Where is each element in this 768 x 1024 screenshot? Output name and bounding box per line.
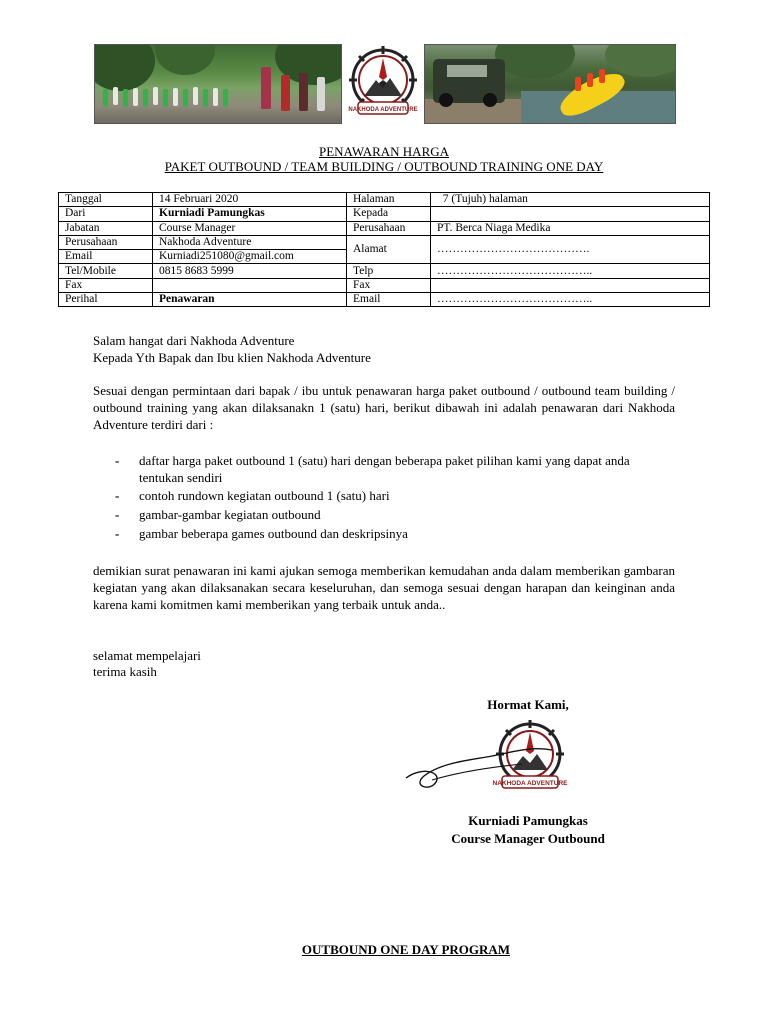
document-title: PENAWARAN HARGA bbox=[318, 144, 450, 159]
value-jabatan: Course Manager bbox=[153, 221, 347, 235]
offer-info-table bbox=[58, 192, 710, 307]
bullet-dash: - bbox=[115, 507, 120, 522]
stamp-caption: NAKHODA ADVENTURE bbox=[492, 780, 568, 787]
label-kepada: Kepada bbox=[347, 207, 431, 221]
value-email-client: ………………………………….. bbox=[431, 293, 710, 307]
table-row bbox=[59, 278, 710, 292]
value-kepada bbox=[431, 207, 710, 221]
label-fax: Fax bbox=[59, 278, 153, 292]
list-item bbox=[115, 505, 675, 524]
label-jabatan: Jabatan bbox=[59, 221, 153, 235]
list-item-text: gambar beberapa games outbound dan deskripsinya bbox=[139, 526, 408, 541]
signatory-name: Kurniadi Pamungkas bbox=[468, 813, 588, 828]
table-row bbox=[59, 235, 710, 249]
greeting-line-2: Kepada Yth Bapak dan Ibu klien Nakhoda Adventure bbox=[93, 350, 371, 365]
label-perihal: Perihal bbox=[59, 293, 153, 307]
label-perusahaan-client: Perusahaan bbox=[347, 221, 431, 235]
signatory-position: Course Manager Outbound bbox=[451, 831, 605, 846]
value-telp: ………………………………….. bbox=[431, 264, 710, 278]
header-photo-offroad-rafting bbox=[424, 44, 676, 124]
value-fax-client bbox=[431, 278, 710, 292]
bullet-dash: - bbox=[115, 453, 120, 468]
label-alamat: Alamat bbox=[347, 235, 431, 264]
label-tanggal: Tanggal bbox=[59, 193, 153, 207]
label-tel-mobile: Tel/Mobile bbox=[59, 264, 153, 278]
value-perusahaan-client: PT. Berca Niaga Medika bbox=[431, 221, 710, 235]
list-item-text: daftar harga paket outbound 1 (satu) hari dengan beberapa paket pilihan kami yang dapat anda tentukan sendiri bbox=[139, 453, 630, 485]
bullet-dash: - bbox=[115, 488, 120, 503]
value-halaman: 7 (Tujuh) halaman bbox=[431, 193, 710, 207]
value-dari: Kurniadi Pamungkas bbox=[153, 207, 347, 221]
value-tanggal: 14 Februari 2020 bbox=[153, 193, 347, 207]
value-fax bbox=[153, 278, 347, 292]
bullet-dash: - bbox=[115, 526, 120, 541]
farewell-line-1: selamat mempelajari bbox=[93, 648, 201, 663]
list-item bbox=[115, 451, 675, 486]
value-email: Kurniadi251080@gmail.com bbox=[153, 250, 347, 264]
label-halaman: Halaman bbox=[347, 193, 431, 207]
offer-contents-list bbox=[115, 451, 675, 543]
logo-caption: NAKHODA ADVENTURE bbox=[348, 107, 418, 113]
signature-stamp bbox=[402, 716, 592, 806]
table-row bbox=[59, 221, 710, 235]
greeting-line-1: Salam hangat dari Nakhoda Adventure bbox=[93, 333, 295, 348]
table-row bbox=[59, 293, 710, 307]
label-email-client: Email bbox=[347, 293, 431, 307]
value-perusahaan: Nakhoda Adventure bbox=[153, 235, 347, 249]
label-telp: Telp bbox=[347, 264, 431, 278]
label-email: Email bbox=[59, 250, 153, 264]
nakhoda-adventure-logo bbox=[344, 44, 422, 122]
label-perusahaan: Perusahaan bbox=[59, 235, 153, 249]
list-item bbox=[115, 486, 675, 505]
signature-salutation: Hormat Kami, bbox=[487, 697, 569, 712]
list-item bbox=[115, 524, 675, 543]
section-title-program: OUTBOUND ONE DAY PROGRAM bbox=[301, 942, 511, 957]
value-alamat: …………………………………. bbox=[431, 235, 710, 264]
farewell-line-2: terima kasih bbox=[93, 664, 157, 679]
table-row bbox=[59, 264, 710, 278]
document-subtitle: PAKET OUTBOUND / TEAM BUILDING / OUTBOUND TRAINING ONE DAY bbox=[164, 159, 604, 174]
value-perihal: Penawaran bbox=[153, 293, 347, 307]
intro-paragraph: Sesuai dengan permintaan dari bapak / ibu untuk penawaran harga paket outbound / outbound team building / outbound training yang akan dilaksanakn 1 (satu) hari, berikut dibawah ini adalah penawaran dari Nakhoda Adventure terdiri dari : bbox=[93, 383, 675, 432]
list-item-text: gambar-gambar kegiatan outbound bbox=[139, 507, 321, 522]
closing-paragraph: demikian surat penawaran ini kami ajukan semoga memberikan kemudahan anda dalam memberikan gambaran kegiatan yang akan dilaksanakan secara keseluruhan, dan semoga sesuai dengan harapan dan keinginan anda karena kami komitmen kami memberikan yang terbaik untuk anda.. bbox=[93, 563, 675, 612]
label-dari: Dari bbox=[59, 207, 153, 221]
header-photo-team-building bbox=[94, 44, 342, 124]
label-fax-client: Fax bbox=[347, 278, 431, 292]
table-row bbox=[59, 193, 710, 207]
value-tel-mobile: 0815 8683 5999 bbox=[153, 264, 347, 278]
list-item-text: contoh rundown kegiatan outbound 1 (satu) hari bbox=[139, 488, 390, 503]
table-row bbox=[59, 207, 710, 221]
